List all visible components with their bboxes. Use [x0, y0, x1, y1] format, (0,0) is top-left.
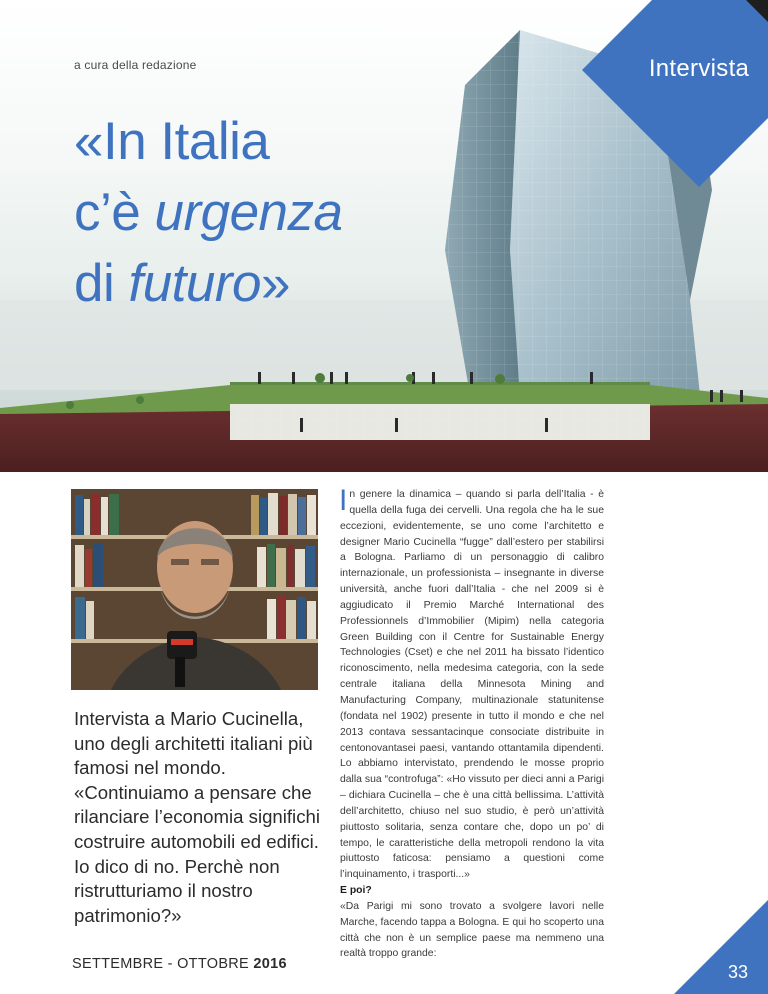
section-tag: Intervista: [648, 55, 750, 82]
headline-line-1: «In Italia: [74, 112, 270, 171]
lead-paragraph: Intervista a Mario Cucinella, uno degli architetti italiani più famosi nel mondo. «Continuiamo a pensare che rilanciare l’economia significhi costruire automobili ed edifici. Io dico di no. Perchè non ristrutturiamo il nostro patrimonio?»: [74, 708, 320, 926]
interview-answer: «Da Parigi mi sono trovato a svolgere lavori nelle Marche, facendo tappa a Bologna. E qui ho scoperto una città che non è un semplice paese ma nemmeno una realtà troppo grande:: [340, 900, 604, 960]
page-number: 33: [727, 962, 749, 982]
interview-photo: [71, 489, 318, 690]
headline-line-3c: »: [261, 254, 290, 313]
issue-date: [72, 956, 287, 972]
paragraph-1: n genere la dinamica – quando si parla dell’Italia - è quella della fuga dei cervelli. Una regola che ha le sue eccezioni, evidentemente, se uno come l’architetto e designer Mario Cucinella “fugge” dall’estero per stabilirsi a Bologna. Parliamo di un personaggio di calibro internazionale, un professionista – insegnante in diverse università, anche fuori dall’Italia - che nel 2009 si è aggiudicato il Premio Marché International des Professionnels d’Immobilier (Mipim) nella categoria Green Building con il Centre for Sustainable Energy Technologies (Cset) e che nel 2011 ha bissato l’identico riconoscimento, nella medesima categoria, con la sede centrale italiana della Minnesota Mining and Manufacturing Company, multinazionale statunitense (fondata nel 1902) presente in tutto il mondo e che nel 2013 contava sessantacinque consociate distribuite in centonovantasei paesi, vantando ottantamila dipendenti. Lo abbiamo intervistato, prendendo le mosse proprio dalla sua “controfuga”: «Ho vissuto per dieci anni a Parigi – dichiara Cucinella – che è una città bellissima. L’attività dell’architetto, chiuso nel suo studio, è però un’attività piuttosto solitaria, senza contare che, dopo un po’ di tempo, le caratteristiche della metropoli rendono la vita piuttosto faticosa: pensiamo a questioni come l’inquinamento, i trasporti...»: [340, 489, 604, 881]
article-body: [339, 484, 604, 962]
headline-line-2a: c’è: [74, 183, 155, 242]
editorial-credit: a cura della redazione: [74, 58, 197, 72]
portrait-illustration: [71, 489, 318, 690]
headline-line-3b: futuro: [128, 254, 262, 313]
headline-line-2b: urgenza: [154, 183, 343, 242]
drop-cap: I: [339, 484, 348, 517]
interview-question: E poi?: [340, 885, 372, 897]
article-headline: [74, 106, 343, 319]
headline-line-3a: di: [74, 254, 129, 313]
issue-months: SETTEMBRE - OTTOBRE: [72, 956, 254, 972]
issue-year: 2016: [253, 956, 287, 972]
